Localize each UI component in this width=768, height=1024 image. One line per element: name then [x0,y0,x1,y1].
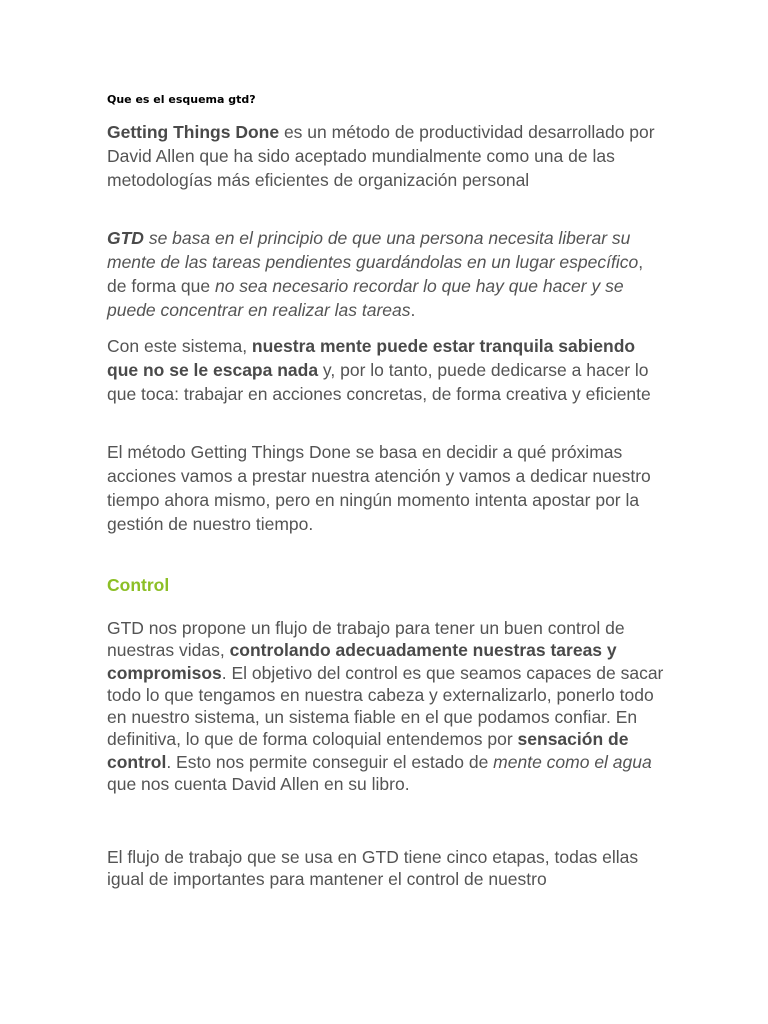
paragraph-system [107,334,667,406]
paragraph-intro [107,120,667,192]
control-text-2: . El objetivo del control es que seamos capaces de sacar todo lo que tengamos en nuestra cabeza y externalizarlo, ponerlo todo en nuestro sistema, un sistema fiable en el que podamos confiar. En definitiva, lo que de forma coloquial entendemos por [107,662,664,750]
principle-text: , de forma que [107,252,644,296]
paragraph-method: El método Getting Things Done se basa en decidir a qué próximas acciones vamos a prestar nuestra atención y vamos a dedicar nuestro tiempo ahora mismo, pero en ningún momento intenta apostar por la gestión de nuestro tiempo. [107,442,651,534]
paragraph-principle [107,226,667,322]
control-text-4: que nos cuenta David Allen en su libro. [107,774,410,795]
principle-italic-text: se basa en el principio de que una persona necesita liberar su mente de las tareas pendientes guardándolas en un lugar específico [107,228,639,272]
principle-italic-text-2: no sea necesario recordar lo que hay que hacer y se puede concentrar en realizar las tareas [107,276,624,320]
principle-period: . [410,300,416,320]
document-title: Que es el esquema gtd? [107,93,256,106]
system-text: Con este sistema, [107,336,252,356]
section-heading-control: Control [107,575,170,595]
system-text-2: y, por lo tanto, puede dedicarse a hacer lo que toca: trabajar en acciones concretas, de forma creativa y eficiente [107,360,651,404]
control-italic-text: mente como el agua [493,751,652,772]
control-bold-text: controlando adecuadamente nuestras tareas y compromisos [107,640,617,683]
paragraph-workflow: El flujo de trabajo que se usa en GTD tiene cinco etapas, todas ellas igual de importantes para mantener el control de nuestro [107,847,639,890]
paragraph-control [107,617,667,795]
control-text: GTD nos propone un flujo de trabajo para tener un buen control de nuestras vidas, [107,618,625,661]
control-text-3: . Esto nos permite conseguir el estado de [166,751,494,772]
system-bold-text: nuestra mente puede estar tranquila sabiendo que no se le escapa nada [107,336,636,380]
term-gtd: GTD [107,228,144,248]
paragraph-intro-text: es un método de productividad desarrollado por David Allen que ha sido aceptado mundialmente como una de las metodologías más eficientes de organización personal [107,122,655,190]
term-getting-things-done: Getting Things Done [107,122,280,142]
control-bold-text-2: sensación de control [107,729,629,772]
